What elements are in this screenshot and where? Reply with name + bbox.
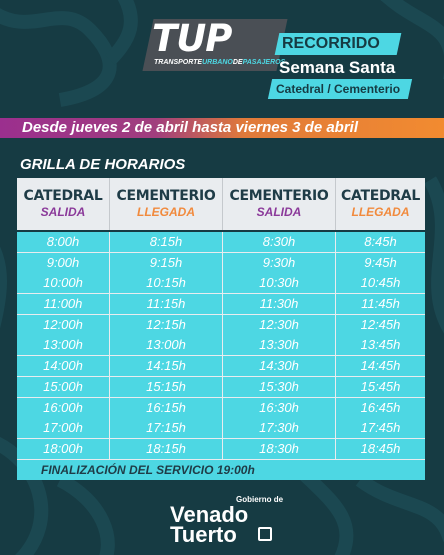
table-row [17,232,425,253]
table-row [17,377,425,398]
time-cell: 17:30h [223,418,336,439]
table-row [17,273,425,294]
time-cell: 11:45h [336,294,425,315]
time-cell: 16:00h [17,398,110,419]
time-cell: 8:30h [223,232,336,253]
time-cell: 11:15h [110,294,223,315]
service-end-note: FINALIZACIÓN DEL SERVICIO 19:00h [17,460,425,480]
column-subtitle: SALIDA [256,205,302,219]
date-part-1: Desde jueves 2 de abril [22,119,193,136]
time-cell: 17:45h [336,418,425,439]
time-cell: 10:15h [110,273,223,294]
column-subtitle: SALIDA [40,205,86,219]
schedule-table [17,178,425,478]
time-cell: 15:30h [223,377,336,398]
time-cell: 12:00h [17,315,110,336]
column-header [336,178,425,230]
logo-sub-pasajeros: PASAJEROS [242,59,286,66]
time-cell: 18:45h [336,439,425,460]
time-cell: 8:15h [110,232,223,253]
column-title: CATEDRAL [23,188,103,204]
column-subtitle: LLEGADA [351,205,410,219]
logo-sub-urbano: URBANO [202,59,233,66]
table-header [17,178,425,230]
time-cell: 14:15h [110,356,223,377]
time-cell: 16:45h [336,398,425,419]
route-label: Catedral / Cementerio [276,82,401,96]
time-cell: 15:45h [336,377,425,398]
table-row [17,315,425,336]
table-row [17,398,425,419]
subtitle: Semana Santa [279,58,396,77]
time-cell: 12:15h [110,315,223,336]
time-cell: 11:30h [223,294,336,315]
date-part-2: hasta viernes 3 de abril [192,119,359,136]
time-cell: 10:45h [336,273,425,294]
time-cell: 10:00h [17,273,110,294]
logo-sub-transporte: TRANSPORTE [154,59,203,66]
time-cell: 14:00h [17,356,110,377]
gov-logo-small: Gobierno de [236,495,284,504]
time-cell: 16:15h [110,398,223,419]
column-title: CEMENTERIO [116,188,216,204]
time-cell: 15:00h [17,377,110,398]
time-cell: 9:00h [17,253,110,274]
gov-logo-venado: Venado [170,502,249,527]
time-cell: 9:15h [110,253,223,274]
time-cell: 18:30h [223,439,336,460]
time-cell: 13:45h [336,335,425,356]
time-cell: 18:15h [110,439,223,460]
logo-tup: TUP [152,17,232,60]
table-row [17,439,425,460]
gov-logo-mark-icon [258,527,272,541]
time-cell: 17:15h [110,418,223,439]
logo-subtitle [154,58,284,68]
time-cell: 11:00h [17,294,110,315]
time-cell: 8:45h [336,232,425,253]
time-cell: 16:30h [223,398,336,419]
table-row [17,418,425,439]
time-cell: 15:15h [110,377,223,398]
column-title: CEMENTERIO [229,188,329,204]
time-cell: 18:00h [17,439,110,460]
table-row [17,253,425,274]
time-cell: 8:00h [17,232,110,253]
time-cell: 9:30h [223,253,336,274]
time-cell: 10:30h [223,273,336,294]
time-cell: 12:45h [336,315,425,336]
column-subtitle: LLEGADA [137,205,195,219]
time-cell: 13:30h [223,335,336,356]
time-cell: 14:30h [223,356,336,377]
time-cell: 13:00h [110,335,223,356]
recorrido-label: RECORRIDO [282,35,380,52]
table-row [17,356,425,377]
table-body [17,232,425,460]
time-cell: 13:00h [17,335,110,356]
column-title: CATEDRAL [341,188,420,204]
table-row [17,294,425,315]
time-cell: 12:30h [223,315,336,336]
logo-sub-de: DE [232,59,243,66]
column-header [17,178,110,230]
date-range [22,118,442,138]
column-header [110,178,223,230]
time-cell: 17:00h [17,418,110,439]
grid-title: GRILLA DE HORARIOS [20,156,186,173]
column-header [223,178,336,230]
gov-logo-tuerto: Tuerto [170,522,237,547]
time-cell: 9:45h [336,253,425,274]
time-cell: 14:45h [336,356,425,377]
table-row [17,335,425,356]
